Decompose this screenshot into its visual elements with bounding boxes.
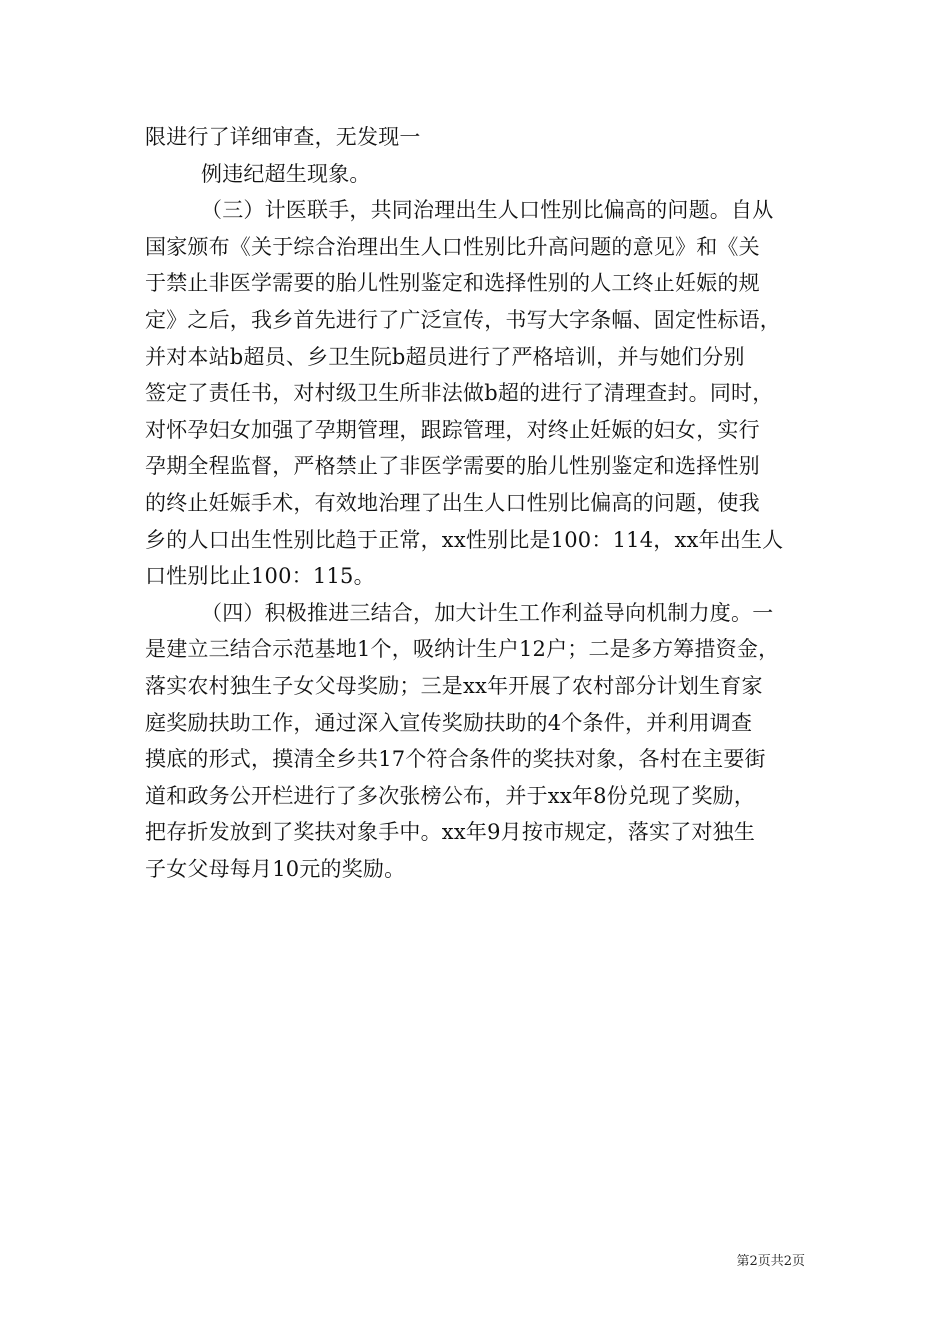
text-line: 国家颁布《关于综合治理出生人口性别比升高问题的意见》和《关 <box>145 234 760 259</box>
text-line: 于禁止非医学需要的胎儿性别鉴定和选择性别的人工终止妊娠的规 <box>145 271 760 296</box>
text-line: 落实农村独生子女父母奖励；三是xx年开展了农村部分计划生育家 <box>145 673 763 698</box>
paragraph-start-line: （三）计医联手，共同治理出生人口性别比偏高的问题。自从 <box>201 198 774 223</box>
document-body <box>145 119 825 887</box>
text-line: 把存折发放到了奖扶对象手中。xx年9月按市规定，落实了对独生 <box>145 820 756 845</box>
text-line: 乡的人口出生性别比趋于正常，xx性别比是100：114，xx年出生人 <box>145 527 784 552</box>
paragraph-start-line: （四）积极推进三结合，加大计生工作利益导向机制力度。一 <box>201 600 774 625</box>
text-line: 限进行了详细审查，无发现一 <box>145 125 421 149</box>
text-line: 口性别比止100：115。 <box>145 564 375 589</box>
text-line: 道和政务公开栏进行了多次张榜公布，并于xx年8份兑现了奖励， <box>145 783 756 808</box>
text-line: 对怀孕妇女加强了孕期管理，跟踪管理，对终止妊娠的妇女，实行 <box>145 417 760 442</box>
text-line: 定》之后，我乡首先进行了广泛宣传，书写大字条幅、固定性标语， <box>145 307 781 332</box>
text-line: 摸底的形式，摸清全乡共17个符合条件的奖扶对象，各村在主要街 <box>145 747 766 772</box>
text-line: 是建立三结合示范基地1个，吸纳计生户12户；二是多方筹措资金， <box>145 637 780 662</box>
text-line: 并对本站b超员、乡卫生阮b超员进行了严格培训，并与她们分别 <box>145 344 745 369</box>
text-line: 的终止妊娠手术，有效地治理了出生人口性别比偏高的问题，使我 <box>145 490 760 515</box>
text-line: 签定了责任书，对村级卫生所非法做b超的进行了清理查封。同时， <box>145 381 774 406</box>
text-line: 庭奖励扶助工作，通过深入宣传奖励扶助的4个条件，并利用调查 <box>145 710 753 735</box>
text-line: 子女父母每月10元的奖励。 <box>145 856 406 881</box>
text-line: 孕期全程监督，严格禁止了非医学需要的胎儿性别鉴定和选择性别 <box>145 454 760 479</box>
page-number-footer: 第2页共2页 <box>736 1254 805 1269</box>
text-line: 例违纪超生现象。 <box>201 161 371 186</box>
